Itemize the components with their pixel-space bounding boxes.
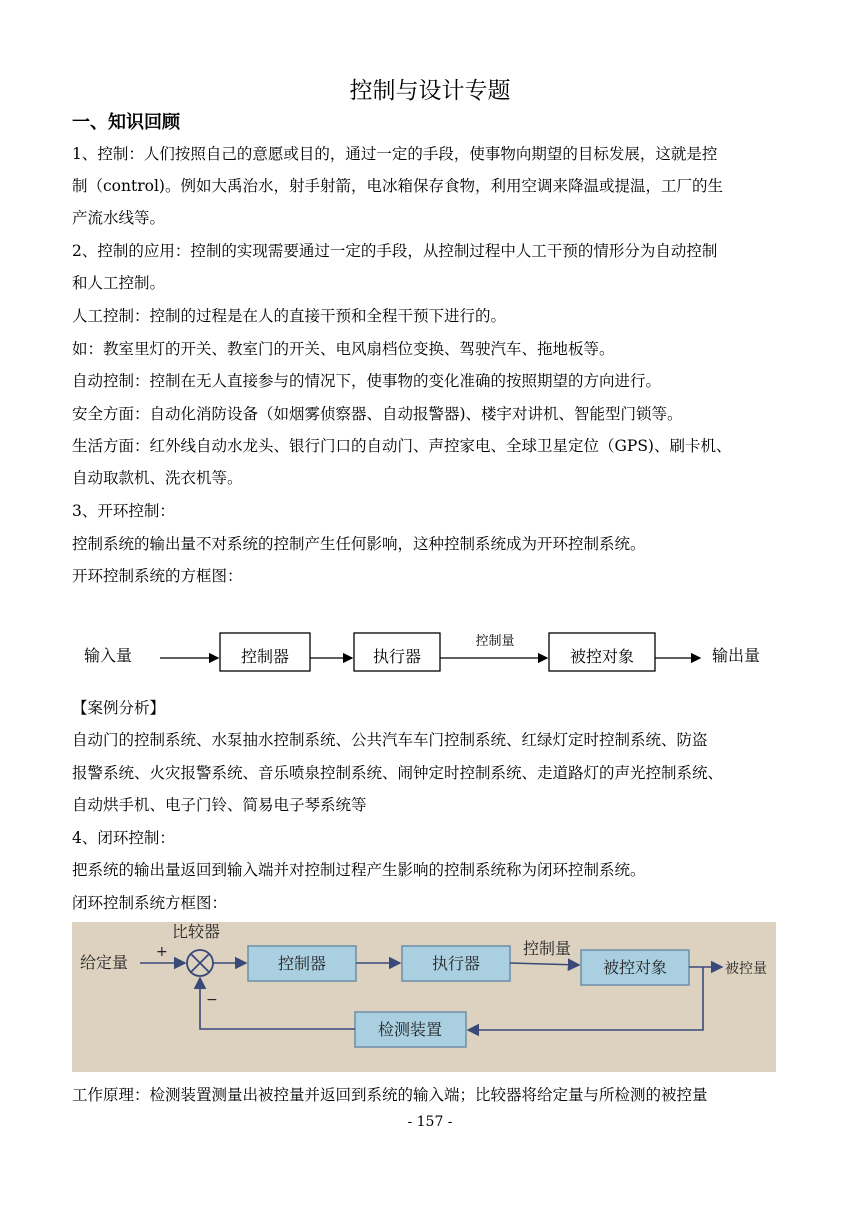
section-heading: 一、知识回顾	[72, 112, 180, 133]
control-quantity-label: 控制量	[475, 634, 515, 649]
text-line: 工作原理：检测装置测量出被控量并返回到系统的输入端；比较器将给定量与所检测的被控量	[72, 1086, 708, 1104]
text-line: 人工控制：控制的过程是在人的直接干预和全程干预下进行的。	[72, 307, 507, 325]
controller-label: 控制器	[277, 954, 327, 973]
text-line: 2、控制的应用：控制的实现需要通过一定的手段，从控制过程中人工干预的情形分为自动控制	[72, 242, 718, 260]
closed-loop-diagram	[72, 922, 776, 1072]
page-number: - 157 -	[407, 1114, 453, 1130]
text-line: 自动烘手机、电子门铃、简易电子琴系统等	[72, 796, 367, 814]
plant-label: 被控对象	[569, 647, 635, 666]
text-line: 自动控制：控制在无人直接参与的情况下，使事物的变化准确的按照期望的方向进行。	[72, 372, 662, 390]
control-quantity-label: 控制量	[522, 939, 572, 958]
comparator-label: 比较器	[172, 922, 221, 941]
text-line: 开环控制系统的方框图：	[72, 567, 243, 585]
text-line: 如：教室里灯的开关、教室门的开关、电风扇档位变换、驾驶汽车、拖地板等。	[72, 340, 615, 358]
text-line: 控制系统的输出量不对系统的控制产生任何影响，这种控制系统成为开环控制系统。	[72, 535, 646, 553]
open-loop-diagram	[72, 620, 802, 690]
figure-background	[72, 922, 776, 1072]
plant-label: 被控对象	[602, 958, 668, 977]
output-label: 被控量	[725, 961, 767, 977]
text-line: 自动门的控制系统、水泵抽水控制系统、公共汽车车门控制系统、红绿灯定时控制系统、防盗	[72, 731, 708, 749]
text-line: 产流水线等。	[72, 209, 166, 227]
text-line: 生活方面：红外线自动水龙头、银行门口的自动门、声控家电、全球卫星定位（GPS)、刷卡机、	[72, 437, 732, 455]
text-line: 1、控制：人们按照自己的意愿或目的，通过一定的手段，使事物向期望的目标发展，这就是控	[72, 145, 718, 163]
minus-sign: −	[206, 992, 218, 1008]
setpoint-label: 给定量	[80, 953, 129, 972]
text-line: 自动取款机、洗衣机等。	[72, 469, 243, 487]
text-line: 闭环控制系统方框图：	[72, 894, 228, 912]
actuator-label: 执行器	[372, 647, 422, 666]
text-line: 安全方面：自动化消防设备（如烟雾侦察器、自动报警器)、楼宇对讲机、智能型门锁等。	[72, 405, 683, 423]
text-line: 报警系统、火灾报警系统、音乐喷泉控制系统、闹钟定时控制系统、走道路灯的声光控制系统、	[72, 764, 724, 782]
text-line: 制（control)。例如大禹治水，射手射箭，电冰箱保存食物，利用空调来降温或提温，工厂的生	[72, 177, 723, 195]
controller-label: 控制器	[240, 647, 290, 666]
sensor-label: 检测装置	[377, 1020, 443, 1039]
plus-sign: +	[156, 944, 168, 960]
input-label: 输入量	[84, 646, 133, 665]
text-line: 和人工控制。	[72, 274, 166, 292]
page-title: 控制与设计专题	[349, 78, 511, 104]
text-line: 【案例分析】	[72, 699, 166, 717]
text-line: 把系统的输出量返回到输入端并对控制过程产生影响的控制系统称为闭环控制系统。	[72, 861, 646, 879]
text-line: 3、开环控制：	[72, 502, 175, 520]
output-label: 输出量	[712, 646, 761, 665]
text-line: 4、闭环控制：	[72, 829, 175, 847]
actuator-label: 执行器	[431, 954, 481, 973]
